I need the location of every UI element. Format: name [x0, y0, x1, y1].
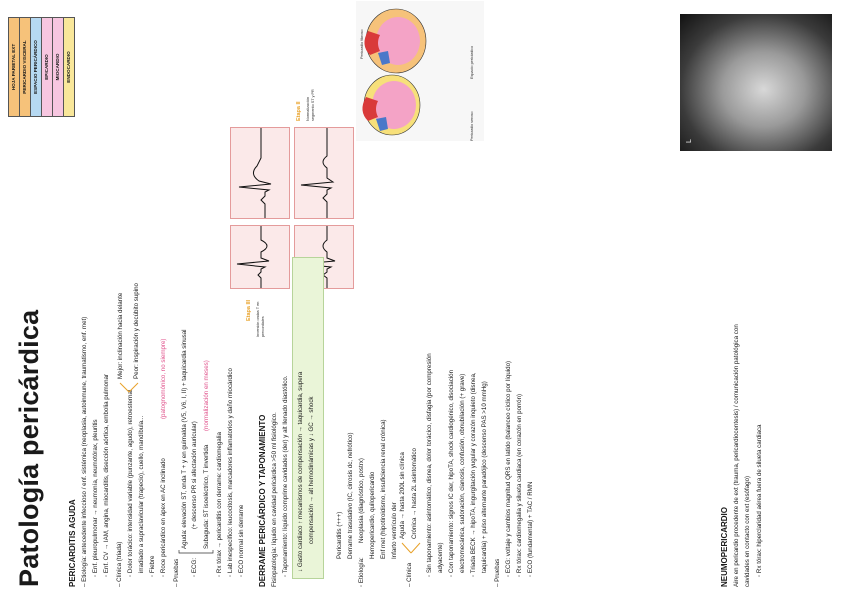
stage-2-label: Etapa II — [296, 101, 302, 121]
pericardium-diagram — [356, 1, 484, 141]
text-line: adyacente) — [437, 542, 444, 573]
text-line: ◦ Sin taponamiento: asintomático, disnea, dolor torácico, disfagia (por compresión — [426, 353, 433, 577]
legend-item: EPICARDIO — [42, 17, 53, 117]
text-line: ◦ Lab inespecífico: leucocitosis, marcadores inflamatorios y daño miocárdico — [227, 368, 234, 577]
text-line: Neoplasia (diagnóstico, postrx) — [358, 458, 365, 543]
text-line: ◦ ECG: voltaje y cambios magnitud QRS en latido (balanceo cíclico por líquido) — [505, 360, 512, 577]
section-heading-aguda: PERICARDITIS AGUDA — [68, 499, 77, 587]
text-line: ◦ Fiebre — [149, 555, 156, 577]
legend-item: HOJA PARIETAL EXT — [8, 17, 20, 117]
ecg-stage-2 — [294, 127, 354, 219]
text-line: ◦ Rx tórax: hiperclaridad aérea fuera de silueta cardiaca — [756, 424, 763, 577]
text-line: – Pruebas — [494, 558, 501, 587]
text-line: compensación → alt hemodinámicas y ↓ GC → shock — [308, 396, 315, 544]
text-line: ◦ ECO (fundamental) + TAC / RMN — [527, 481, 534, 577]
text-line: Crónica → hasta 2L asintomático — [411, 448, 418, 539]
text-line: Enf met (hipotiroidismo, insuficiencia renal crónica) — [380, 419, 387, 559]
legend-item: MIOCARDIO — [53, 17, 64, 117]
layer-legend — [8, 17, 75, 117]
text-line: – Etiología: antecedente infeccioso / enf. sistémica (neoplasia, autoinmune, traumatismo, enf. met) — [81, 316, 88, 587]
heart-label-top: Pericardio fibroso — [360, 29, 364, 59]
subaguda-note: (normalización en meses) — [203, 360, 210, 431]
dolor-note-peor: Peor: inspiración y decúbito supino — [133, 283, 140, 379]
text-line: cavidades en contacto con ext (esófago) — [744, 475, 751, 587]
text-line: ◦ Rx tórax: cardiomegalia y silueta cardiaca (en corazón en porrón) — [516, 393, 523, 577]
section-heading-derrame: DERRAME PERICÁRDICO Y TAPONAMIENTO — [258, 414, 267, 587]
text-line: Subaguda: ST isoeléctrico, T invertida — [203, 444, 210, 549]
text-line: irradiado a supraclavicular (trapecio), cuello, mandíbula... — [138, 415, 145, 573]
dolor-note-mejor: Mejor: inclinación hacia delante — [117, 292, 124, 379]
bracket-arrows-icon — [400, 541, 422, 555]
text-line: Infarto ventrículo der — [391, 502, 398, 559]
text-line: – Clínica (triada) — [116, 541, 123, 587]
text-line: ◦ Enf. CV → IAM, angina, miocarditis, disección aórtica, embolia pulmonar — [103, 373, 110, 577]
text-line: ◦ Enf. pleuropulmonar → neumonía, neumotórax, pleuritis — [92, 419, 99, 577]
text-line: ◦ Roce pericárdico en ápex en AC inclinado — [160, 458, 167, 577]
text-line: ↓ Gasto cardiaco ↑ mecanismos de compensación → taquicardia, supera — [297, 371, 304, 572]
roce-note: (patognomónico, no siempre) — [160, 338, 167, 419]
text-line: ◦ ECO normal sin derrame — [238, 504, 245, 577]
stage-3-label: Etapa III — [246, 299, 252, 321]
legend-item: PERICARDIO VISCERAL — [20, 17, 31, 117]
legend-item: ENDOCARDIO — [64, 17, 75, 117]
text-line: Fisiopatología: líquido en cavidad pericárdica >50 ml fisiológico. — [271, 412, 278, 587]
text-line: ◦ Taponamiento: líquido comprime cavidades (der) y alt llenado diastólico. — [282, 375, 289, 577]
text-line: ◦ Triada BECK → hipoTA, ingurgitación yugular y corazón inquieto (disnea, — [470, 372, 477, 577]
text-line: ◦ Etiología: — [358, 557, 365, 587]
text-line: Aguda → hasta 200L sin clínica — [399, 452, 406, 539]
xray-marker: L — [686, 139, 693, 143]
legend-item: ESPACIO PERICÁRDICO — [31, 17, 42, 117]
text-line: Derrame trasudativo (IC, cirrosis dc, nefrótico) — [347, 432, 354, 559]
stage-2-sub: Normalización segmento ST y PR — [306, 89, 315, 121]
ecg-stage-1 — [230, 127, 290, 219]
text-line: – Clínica — [406, 562, 413, 587]
page-title: Patología pericárdica — [14, 309, 44, 587]
text-line: Pericarditis (+++) — [336, 511, 343, 559]
text-line: – Pruebas — [173, 558, 180, 587]
text-line: (+ descenso PR si afectación auricular) — [191, 421, 198, 529]
text-line: electromecánica, sudoración, cianosis, confusión, obnubilación (+ grave) — [459, 373, 466, 573]
stage-3-sub: Inversión ondas T en precordiales — [256, 301, 265, 337]
heart-label-bottom: Pericardio seroso — [470, 111, 474, 141]
text-line: ◦ ECG: — [191, 557, 198, 577]
text-line: taquicardia) + pulso alternante paradójico (descenso PAS >10 mmHg) — [481, 381, 488, 573]
text-line: Aguda: elevación ST, onda T + y en guirnalda (V5, V6, I, II) + taquicardia sinusal — [181, 329, 188, 549]
text-line: Aire en pericardio procedente de ext (trauma, pericardiocentesis) / comunicación patológica con — [733, 324, 740, 587]
text-line: ◦ Con taponamiento: signos IC der, hipoTA, shock cardiogénico, disociación — [448, 369, 455, 577]
ecg-stage-3 — [230, 225, 290, 289]
text-line: ◦ Dolor torácico: intensidad variable (punzante, agudo), retroesternal — [127, 389, 134, 577]
text-line: ◦ Rx tórax → pericarditis con derrame: cardiomegalia — [216, 432, 223, 577]
chest-xray-image — [680, 14, 832, 151]
bracket-arrows-icon — [118, 381, 140, 393]
compensation-box — [292, 257, 324, 579]
text-line: Hemopericardio, quilopericardio — [369, 471, 376, 559]
brace-icon — [178, 549, 214, 555]
heart-label-mid: Espacio pericárdico — [470, 45, 474, 79]
section-heading-neumo: NEUMOPERICARDIO — [720, 506, 729, 587]
